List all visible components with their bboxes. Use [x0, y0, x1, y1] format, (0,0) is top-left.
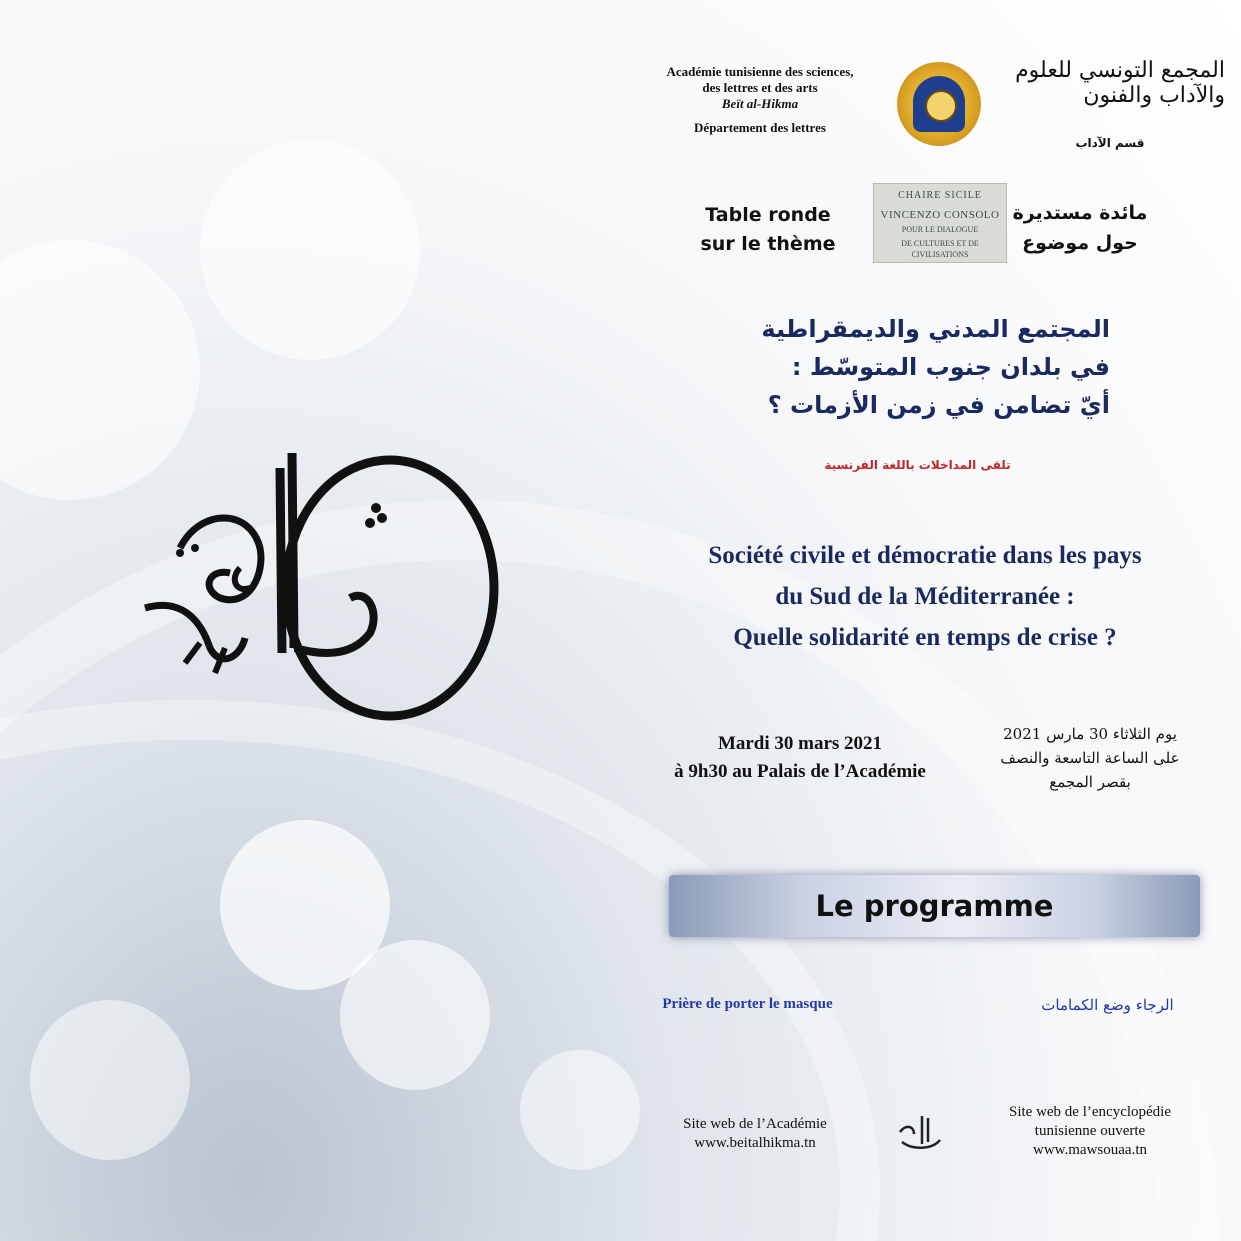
- mask-notice-ar: الرجاء وضع الكمامات: [1041, 996, 1174, 1014]
- academy-website-url[interactable]: www.beitalhikma.tn: [694, 1135, 816, 1151]
- academy-name-ar: [995, 58, 1225, 150]
- department-fr: Département des lettres: [694, 120, 826, 135]
- academy-website-label: Site web de l’Académie: [683, 1116, 827, 1132]
- event-date-ar: [985, 722, 1195, 794]
- beit-al-hikma-calligraphy-logo: [140, 448, 505, 738]
- programme-button[interactable]: Le programme: [669, 875, 1200, 937]
- mask-notice-fr: Prière de porter le masque: [662, 996, 833, 1012]
- table-ronde-ar-line1: مائدة مستديرة: [1012, 202, 1148, 224]
- date-fr-line2: à 9h30 au Palais de l’Académie: [674, 761, 926, 782]
- title-ar-line1: المجتمع المدني والديمقراطية: [761, 315, 1110, 343]
- title-ar-line3: أيّ تضامن في زمن الأزمات ؟: [767, 391, 1110, 419]
- title-ar-line2: في بلدان جنوب المتوسّط :: [791, 353, 1110, 381]
- chaire-line2: VINCENZO CONSOLO: [880, 209, 1000, 221]
- chaire-sicile-logo: [873, 183, 1007, 263]
- table-ronde-ar: [1010, 198, 1150, 258]
- date-ar-line2: على الساعة التاسعة والنصف: [1000, 749, 1180, 767]
- academy-name-ar-text: المجمع التونسي للعلوم والآداب والفنون: [1015, 58, 1225, 108]
- encyclopedia-website: [990, 1103, 1190, 1160]
- academy-website: [660, 1115, 850, 1153]
- table-ronde-fr: [670, 201, 866, 259]
- language-note-ar: تلقى المداخلات باللغة الفرنسية: [824, 458, 1011, 472]
- date-ar-line3: بقصر المجمع: [1049, 773, 1131, 791]
- chaire-line3: POUR LE DIALOGUE: [901, 225, 979, 234]
- event-date-fr: [640, 730, 960, 786]
- title-fr: [660, 535, 1190, 658]
- academy-name-fr: [640, 64, 880, 136]
- chaire-line1: CHAIRE SICILE: [898, 190, 982, 201]
- title-fr-line2: du Sud de la Méditerranée :: [775, 583, 1075, 610]
- encyclopedia-label1: Site web de l’encyclopédie: [1008, 1104, 1172, 1120]
- beit-al-hikma-mini-logo: [892, 1112, 950, 1154]
- table-ronde-fr-line1: Table ronde: [705, 204, 831, 226]
- chaire-line4: DE CULTURES ET DE CIVILISATIONS: [901, 239, 979, 259]
- academy-name-line1: Académie tunisienne des sciences,: [666, 64, 854, 79]
- academy-name-line2: des lettres et des arts: [702, 80, 818, 95]
- title-fr-line1: Société civile et démocratie dans les pays: [708, 542, 1142, 569]
- encyclopedia-label2: tunisienne ouverte: [1034, 1123, 1146, 1139]
- title-ar: [700, 310, 1110, 424]
- title-fr-line3: Quelle solidarité en temps de crise ?: [733, 624, 1117, 651]
- academy-name-italic: Beït al-Hikma: [721, 96, 799, 111]
- department-ar: قسم الآداب: [1075, 136, 1145, 150]
- date-fr-line1: Mardi 30 mars 2021: [717, 733, 883, 754]
- encyclopedia-url[interactable]: www.mawsouaa.tn: [1032, 1142, 1147, 1158]
- date-ar-line1: يوم الثلاثاء 30 مارس 2021: [1003, 725, 1177, 743]
- table-ronde-ar-line2: حول موضوع: [1022, 232, 1138, 254]
- academy-seal-logo: [897, 62, 981, 146]
- table-ronde-fr-line2: sur le thème: [700, 233, 836, 255]
